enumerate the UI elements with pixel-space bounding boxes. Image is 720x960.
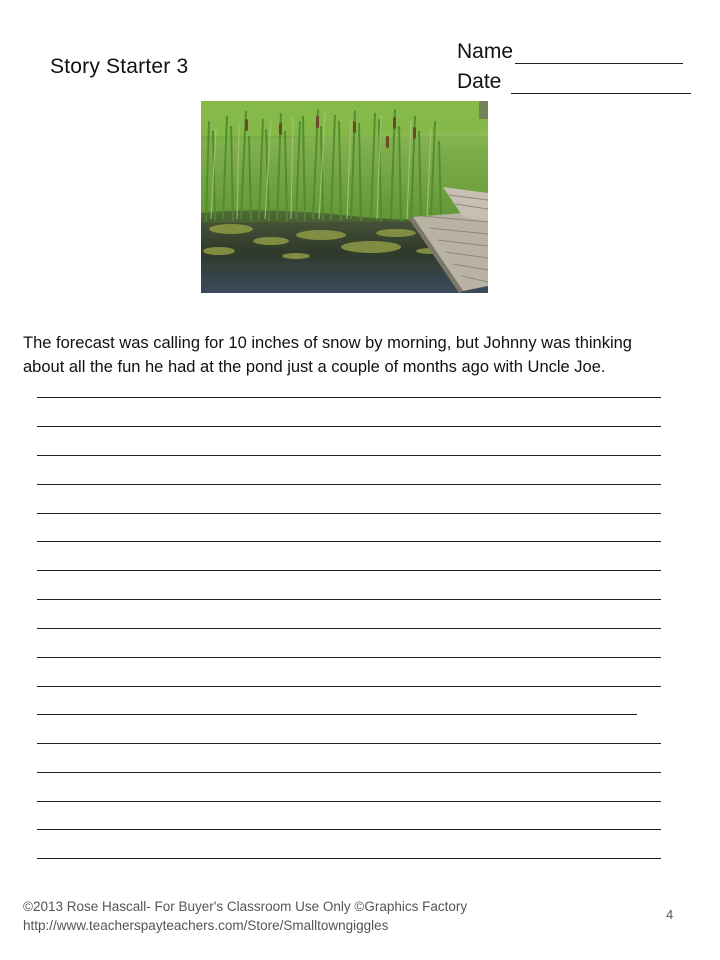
copyright-text: ©2013 Rose Hascall- For Buyer's Classroom Use Only ©Graphics Factory	[23, 899, 468, 914]
pond-photo	[201, 101, 488, 293]
name-label: Name	[457, 40, 514, 63]
writing-line[interactable]	[37, 397, 661, 398]
store-url[interactable]: http://www.teacherspayteachers.com/Store/Smalltowngiggles	[23, 918, 389, 933]
writing-line[interactable]	[37, 657, 661, 658]
writing-line[interactable]	[37, 801, 661, 802]
writing-line[interactable]	[37, 714, 637, 715]
writing-line[interactable]	[37, 455, 661, 456]
page-title: Story Starter 3	[50, 55, 189, 78]
writing-line[interactable]	[37, 484, 661, 485]
writing-line[interactable]	[37, 772, 661, 773]
date-blank-line[interactable]	[511, 75, 691, 94]
writing-line[interactable]	[37, 426, 661, 427]
writing-line[interactable]	[37, 513, 661, 514]
writing-line[interactable]	[37, 743, 661, 744]
story-prompt	[23, 332, 713, 379]
footer	[23, 897, 467, 935]
prompt-line: The forecast was calling for 10 inches of snow by morning, but Johnny was thinking	[23, 334, 632, 352]
writing-line[interactable]	[37, 628, 661, 629]
writing-line[interactable]	[37, 829, 661, 830]
date-label: Date	[457, 70, 502, 93]
writing-line[interactable]	[37, 858, 661, 859]
prompt-line: about all the fun he had at the pond just a couple of months ago with Uncle Joe.	[23, 357, 606, 376]
writing-line[interactable]	[37, 599, 661, 600]
writing-line[interactable]	[37, 686, 661, 687]
name-blank-line[interactable]	[515, 45, 683, 64]
page-number: 4	[666, 907, 674, 922]
name-field[interactable]	[457, 40, 683, 64]
writing-line[interactable]	[37, 570, 661, 571]
writing-line[interactable]	[37, 541, 661, 542]
date-field[interactable]	[457, 70, 691, 94]
